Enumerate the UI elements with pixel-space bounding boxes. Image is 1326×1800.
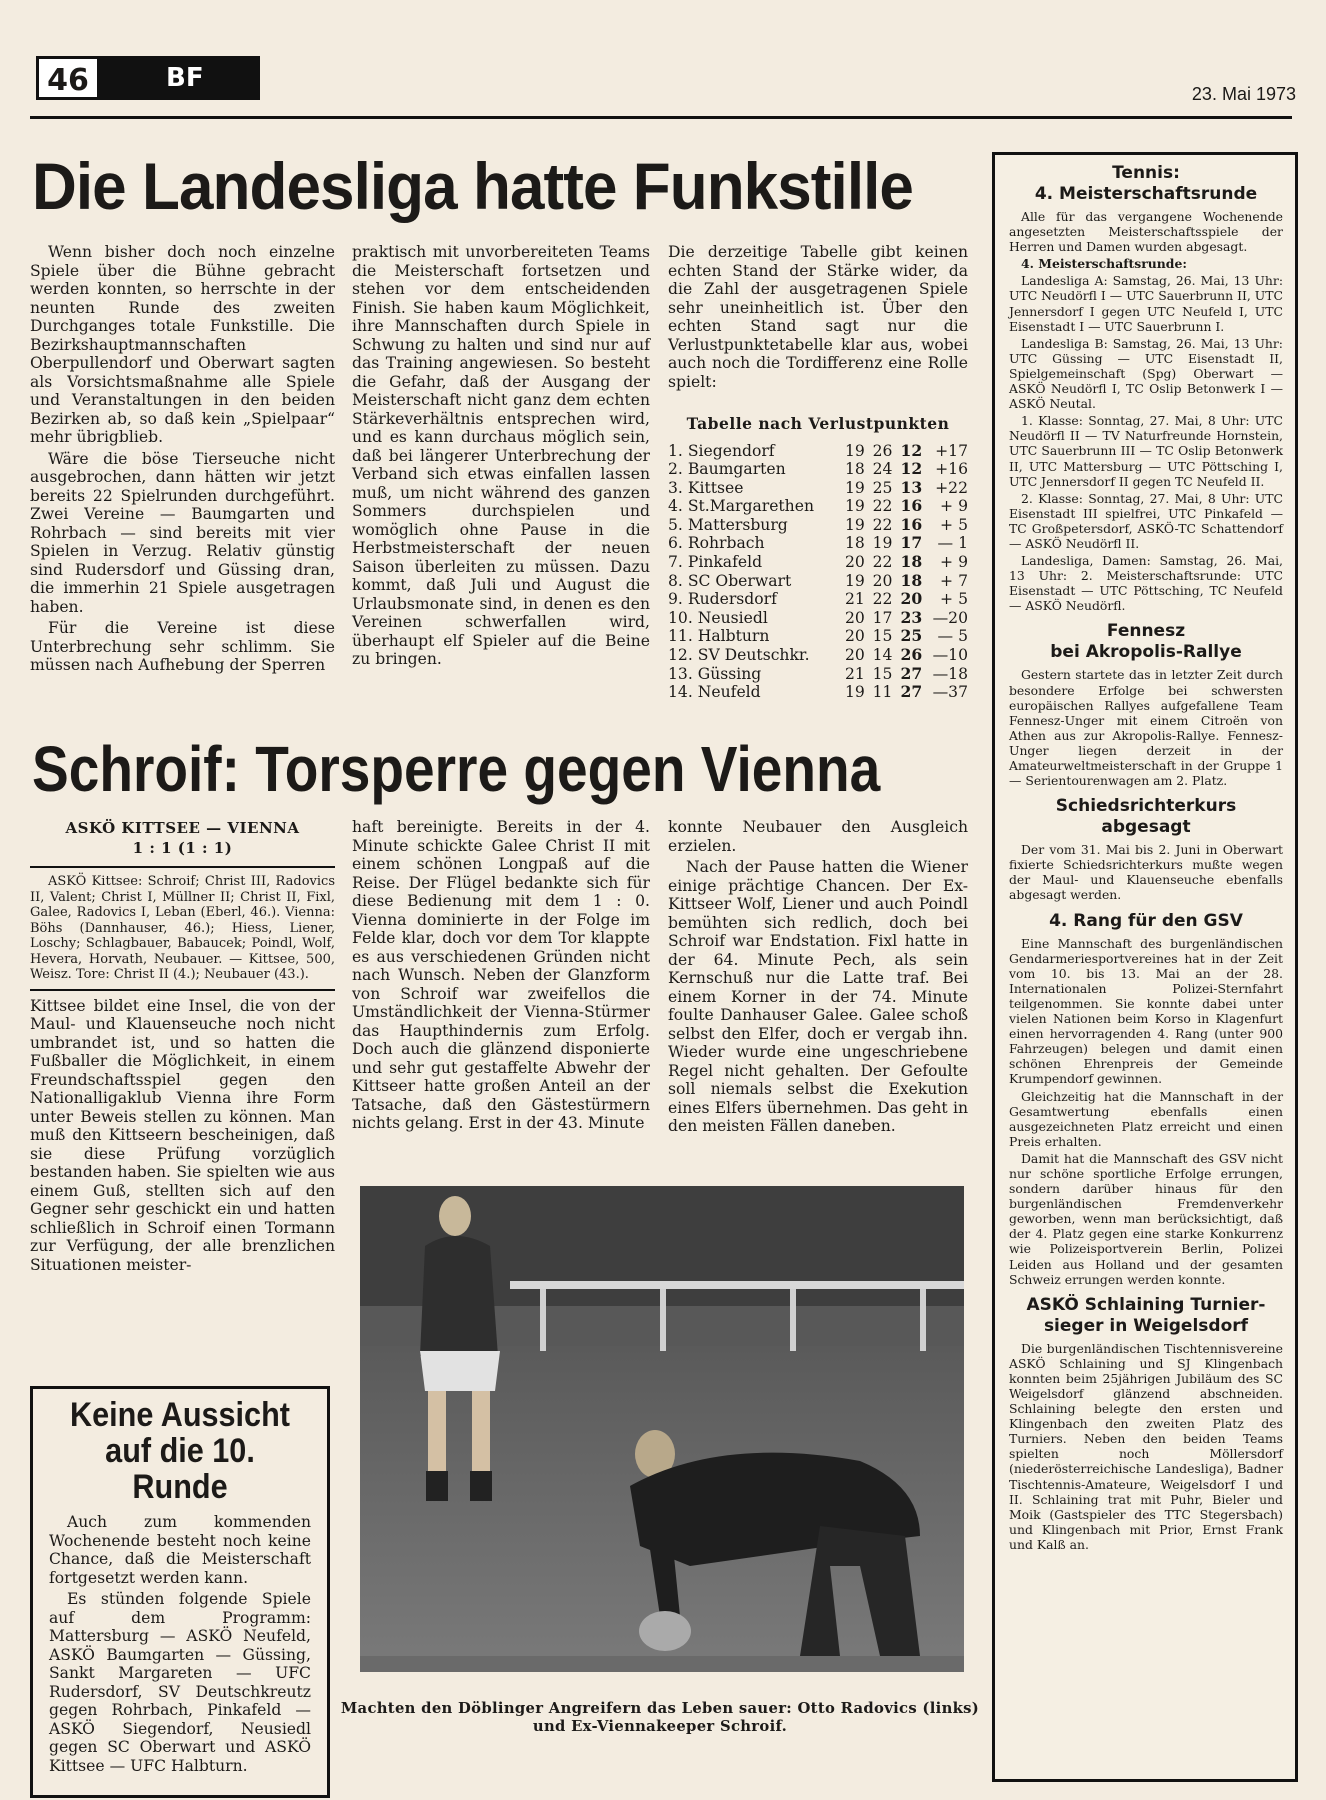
team-name: 12. SV Deutschkr.	[668, 646, 810, 665]
team-name: 13. Güssing	[668, 664, 762, 683]
table-cell: 22	[872, 590, 893, 609]
table-row	[668, 534, 968, 553]
table-cell: 20	[845, 553, 865, 572]
table-cell: + 9	[940, 553, 968, 572]
paragraph: Gestern startete das in letzter Zeit durch besondere Erfolge bei schwersten europäischen Rallyes aufgefallene Team Fennesz-Unger mit einem Citroën von Athen aus zur Akropolis-Rallye. Fennesz-Unger liegen derzeit in der Amateurweltmeisterschaft in der Gruppe 1 — Serientourenwagen am 2. Platz.	[1009, 667, 1283, 789]
table-title: Tabelle nach Verlustpunkten	[686, 414, 950, 433]
header-rule	[30, 116, 1292, 119]
standings-table	[668, 442, 968, 702]
table-cell: 19	[872, 534, 893, 553]
match-title: ASKÖ KITTSEE — VIENNA	[65, 819, 300, 837]
table-row	[668, 665, 968, 684]
table-cell: 26	[900, 645, 923, 665]
table-cell: 25	[872, 478, 893, 497]
table-cell: 17	[872, 608, 893, 627]
sidebar-text	[1009, 667, 1283, 788]
table-cell: 25	[900, 626, 923, 646]
paragraph: Wenn bisher doch noch einzelne Spiele über die Bühne gebracht werden konnten, so herrschte in der neunten Runde des zweiten Durchganges totale Funkstille. Die Bezirkshauptmannschaften Oberpullendorf und Oberwart sagten als Vorsichtsmaßnahme alle Spiele und Veranstaltungen in den beiden Bezirken ab, so daß kein „Spielpaar“ mehr übrigblieb.	[30, 243, 335, 446]
table-cell: —18	[932, 664, 968, 683]
paragraph: 2. Klasse: Sonntag, 27. Mai, 8 Uhr: UTC Eisenstadt III spielfrei, UTC Pinkafeld — TC Großpetersdorf, ASKÖ-TC Schattendorf — ASKÖ Neudörfl II.	[1009, 490, 1283, 551]
table-row	[668, 442, 968, 461]
table-cell: 16	[900, 496, 923, 516]
table-cell: 12	[900, 440, 923, 460]
section-label: BF	[100, 56, 260, 100]
table-cell: 26	[872, 441, 893, 460]
table-cell: + 5	[940, 590, 968, 609]
table-cell: 19	[845, 683, 865, 702]
info-box	[30, 1386, 330, 1798]
table-cell: 14	[872, 646, 893, 665]
table-cell: 17	[900, 533, 923, 553]
table-cell: 22	[872, 553, 893, 572]
table-cell: 11	[872, 683, 893, 702]
table-cell: 20	[900, 589, 923, 609]
photo-caption: Machten den Döblinger Angreifern das Leben sauer: Otto Radovics (links) und Ex-Viennakeeper Schroif.	[340, 1700, 980, 1735]
table-cell: 15	[872, 664, 893, 683]
team-name: 4. St.Margarethen	[668, 497, 815, 516]
paragraph: Gleichzeitig hat die Mannschaft in der Gesamtwertung ebenfalls einen ausgezeichneten Platz erreicht und einen Preis erhalten.	[1009, 1088, 1283, 1149]
table-cell: +17	[935, 441, 968, 460]
article1-column-1	[30, 243, 335, 678]
heading-line: Tennis:	[1112, 163, 1180, 183]
box-headline: Keine Aussicht auf die 10. Runde	[70, 1396, 290, 1506]
sidebar-heading	[1009, 163, 1283, 205]
table-cell: 20	[845, 608, 865, 627]
team-name: 14. Neufeld	[668, 683, 761, 702]
table-cell: 19	[845, 515, 865, 534]
team-name: 6. Rohrbach	[668, 534, 765, 553]
table-row	[668, 609, 968, 628]
sidebar-heading	[1009, 621, 1283, 663]
paragraph: Eine Mannschaft des burgenländischen Gendarmeriesportvereines hat in der Zeit vom 10. bis 13. Mai an der 28. Internationalen Polizei-Sternfahrt teilgenommen. Sie konnte dabei unter vielen Nationen beim Korso in Klagenfurt einen hervorragenden 4. Rang (unter 900 Fahrzeugen) belegen und damit einen schönen Ehrenpreis der Gemeinde Krumpendorf gewinnen.	[1009, 935, 1283, 1087]
table-cell: 19	[845, 497, 865, 516]
paragraph: Die derzeitige Tabelle gibt keinen echten Stand der Stärke wider, da die Zahl der ausgetragenen Spiele sehr uneinheitlich ist. Über den echten Stand sagt nur die Verlustpunktetabelle klar aus, wobei auch noch die Tordifferenz eine Rolle spielt:	[668, 243, 968, 391]
team-name: 7. Pinkafeld	[668, 553, 763, 572]
table-cell: 27	[900, 663, 923, 683]
table-cell: 19	[845, 441, 865, 460]
paragraph: haft bereinigte. Bereits in der 4. Minute schickte Galee Christ II mit einem schönen Longpaß auf die Reise. Der Flügel bedankte sich für diese Bedienung mit dem 1 : 0. Vienna dominierte in der Folge im Felde klar, doch vor dem Tor klappte es aus verschiedenen Gründen nicht nach Wunsch. Neben der Glanzform von Schroif war zweifellos die Umständlichkeit der Vienna-Stürmer das Haupthindernis zum Erfolg. Doch auch die glänzend disponierte und sehr gut gestaffelte Abwehr der Kittseer hatte großen Anteil an der Tatsache, daß den Gästestürmern nichts gelang. Erst in der 43. Minute	[352, 818, 650, 1132]
table-cell: 18	[900, 570, 923, 590]
table-cell: 19	[845, 478, 865, 497]
heading-line: bei Akropolis-Rallye	[1050, 642, 1242, 663]
heading-line: sieger in Weigelsdorf	[1043, 1315, 1249, 1336]
table-cell: 18	[900, 552, 923, 572]
table-cell: 20	[845, 646, 865, 665]
sidebar-news	[992, 152, 1298, 1782]
table-row	[668, 683, 968, 702]
table-cell: —20	[932, 608, 968, 627]
issue-date: 23. Mai 1973	[1191, 84, 1296, 104]
table-cell: 24	[872, 460, 893, 479]
table-cell: 12	[900, 459, 923, 479]
sidebar-text	[1009, 209, 1283, 613]
headline-schroif: Schroif: Torsperre gegen Vienna	[32, 733, 881, 805]
team-name: 9. Rudersdorf	[668, 590, 777, 609]
photo-illustration	[360, 1186, 964, 1672]
team-name: 1. Siegendorf	[668, 441, 775, 460]
table-cell: 27	[900, 682, 923, 702]
sidebar-heading	[1009, 1295, 1283, 1337]
team-name: 3. Kittsee	[668, 478, 744, 497]
table-cell: +22	[935, 478, 968, 497]
paragraph: Landesliga, Damen: Samstag, 26. Mai, 13 Uhr: 2. Meisterschaftsrunde: UTC Eisenstadt — UTC Pöttsching, TC Neufeld — ASKÖ Neudörfl.	[1009, 553, 1283, 614]
paragraph: praktisch mit unvorbereiteten Teams die Meisterschaft fortsetzen und stehen vor dem entscheidenden Finish. Sie haben kaum Möglichkeit, ihre Mannschaften durch Spiele in Schwung zu halten und sind nur auf das Training angewiesen. So besteht die Gefahr, daß der Ausgang der Meisterschaft nicht ganz dem echten Stärkeverhältnis entsprechen wird, und es kann durchaus möglich sein, daß bei längerer Unterbrechung der Verband sich etwas einfallen lassen muß, um nicht während des ganzen Sommers durchspielen und womöglich ohne Pause in die Herbstmeisterschaft der neuen Saison überleiten zu müssen. Dazu kommt, daß Juli und August die Urlaubsmonate sind, in denen es den Vereinen schwerfallen wird, überhaupt elf Spieler auf die Beine zu bringen.	[352, 243, 650, 668]
page-number: 46	[36, 56, 100, 100]
paragraph: 1. Klasse: Sonntag, 27. Mai, 8 Uhr: UTC Neudörfl II — TV Naturfreunde Hornstein, UTC Sauerbrunn III — TC Oslip Betonwerk II, UTC Mattersburg — UTC Pöttsching I, UTC Jennersdorf II gegen TC Neufeld II.	[1009, 413, 1283, 489]
table-cell: 20	[872, 571, 893, 590]
table-cell: + 9	[940, 497, 968, 516]
table-row	[668, 460, 968, 479]
paragraph: Der vom 31. Mai bis 2. Juni in Oberwart fixierte Schiedsrichterkurs mußte wegen der Maul- und Klauenseuche ebenfalls abgesagt werden.	[1009, 842, 1283, 903]
table-cell: 15	[872, 627, 893, 646]
table-cell: — 1	[937, 534, 968, 553]
table-cell: + 5	[940, 515, 968, 534]
paragraph: Die burgenländischen Tischtennisvereine ASKÖ Schlaining und SJ Klingenbach konnten beim 25jährigen Jubiläum des SC Weigelsdorf glänzend abschneiden. Schlaining belegte den ersten und Klingenbach den zweiten Platz des Turniers. Neben den beiden Teams spielten noch Möllersdorf (niederösterreichische Landesliga), Badner Tischtennis-Amateure, Weigelsdorf I und II. Schlaining trat mit Puhr, Bieler und Moik (Gastspieler des TTC Stegersbach) und Klingenbach mit Prior, Ernst Frank und Kalß an.	[1009, 1340, 1283, 1552]
paragraph: Auch zum kommenden Wochenende besteht noch keine Chance, daß die Meisterschaft fortgesetzt werden kann.	[49, 1513, 311, 1587]
heading-line: ASKÖ Schlaining Turnier-	[1026, 1294, 1266, 1315]
match-score: 1 : 1 (1 : 1)	[132, 839, 233, 857]
article2-column-3	[668, 818, 968, 1139]
article1-column-2	[352, 243, 650, 672]
table-cell: 19	[845, 571, 865, 590]
table-cell: 23	[900, 607, 923, 627]
paragraph: Alle für das vergangene Wochenende angesetzten Meisterschaftsspiele der Herren und Damen wurden abgesagt.	[1009, 209, 1283, 255]
sidebar-heading: 4. Rang für den GSV	[1049, 910, 1243, 931]
headline-landesliga: Die Landesliga hatte Funkstille	[32, 149, 913, 223]
table-row	[668, 572, 968, 591]
table-row	[668, 479, 968, 498]
table-cell: 18	[845, 534, 865, 553]
heading-line: Schiedsrichterkurs	[1055, 796, 1237, 817]
table-cell: 13	[900, 477, 923, 497]
table-cell: —37	[932, 683, 968, 702]
paragraph: Für die Vereine ist diese Unterbrechung sehr schlimm. Sie müssen nach Aufhebung der Sperren	[30, 619, 335, 674]
paragraph: konnte Neubauer den Ausgleich erzielen.	[668, 818, 968, 855]
paragraph: Kittsee bildet eine Insel, die von der Maul- und Klauenseuche noch nicht umbrandet ist, und so hatten die Fußballer die Möglichkeit, in einem Freundschaftsspiel gegen den Nationalligaklub Vienna ihre Form unter Beweis stellen zu können. Man muß den Kittseern bescheinigen, daß sie diese Prüfung vorzüglich bestanden haben. Sie spielten wie aus einem Guß, stellten sich auf den Gegner sehr geschickt ein und hatten schließlich in Schroif einen Tormann zur Verfügung, der alle brenzlichen Situationen meister-	[30, 996, 335, 1274]
table-cell: 22	[872, 515, 893, 534]
table-cell: 18	[845, 460, 865, 479]
table-cell: 21	[845, 590, 865, 609]
paragraph: Damit hat die Mannschaft des GSV nicht nur schöne sportliche Erfolge errungen, sondern darüber hinaus für den burgenländischen Fremdenverkehr geworben, wenn man berücksichtigt, daß der 4. Platz gegen eine starke Konkurrenz wie Polizeisportverein Berlin, Polizei Leiden aus Holland und der gesamten Schweiz errungen werden konnte.	[1009, 1150, 1283, 1287]
heading-line: abgesagt	[1101, 817, 1191, 838]
table-cell: 22	[872, 497, 893, 516]
table-row	[668, 497, 968, 516]
paragraph: Landesliga A: Samstag, 26. Mai, 13 Uhr: UTC Neudörfl I — UTC Sauerbrunn II, UTC Jennersdorf I gegen UTC Neufeld I, UTC Eisenstadt I — UTC Sauerbrunn I.	[1009, 273, 1283, 334]
table-cell: 21	[845, 664, 865, 683]
lineup-text: ASKÖ Kittsee: Schroif; Christ III, Radovics II, Valent; Christ I, Müllner II; Christ II, Fixl, Galee, Radovics I, Leban (Eberl, 46.). Vienna: Böhs (Dannhauser, 46.); Hiess, Liener, Loschy; Schlagbauer, Babaucek; Poindl, Wolf, Hevera, Horvath, Neubauer. — Kittsee, 500, Weisz. Tore: Christ II (4.); Neubauer (43.).	[30, 874, 335, 982]
table-cell: 16	[900, 514, 923, 534]
sidebar-heading	[1009, 796, 1283, 838]
table-row	[668, 553, 968, 572]
article1-column-3	[668, 243, 968, 702]
table-cell: —10	[932, 646, 968, 665]
paragraph: Nach der Pause hatten die Wiener einige prächtige Chancen. Der Ex-Kittseer Wolf, Liener und auch Poindl bemühten sich redlich, doch bei Schroif war Endstation. Fixl hatte in der 64. Minute Pech, als sein Kernschuß nur die Latte traf. Bei einem Korner in der 74. Minute foulte Danhauser Galee. Galee schoß selbst den Elfer, doch er vergab ihn. Wieder wurde eine ungeschriebene Regel nicht gehalten. Der Gefoulte soll niemals selbst die Exekution eines Elfers übernehmen. Das geht in den meisten Fällen daneben.	[668, 858, 968, 1135]
sidebar-text	[1009, 1341, 1283, 1552]
table-row	[668, 646, 968, 665]
table-cell: 20	[845, 627, 865, 646]
table-row	[668, 590, 968, 609]
lineup	[30, 866, 335, 991]
team-name: 2. Baumgarten	[668, 460, 786, 479]
table-cell: — 5	[937, 627, 968, 646]
table-row	[668, 627, 968, 646]
paragraph: Wäre die böse Tierseuche nicht ausgebrochen, dann hätten wir jetzt bereits 22 Spielrunden durchgeführt. Zwei Vereine — Baumgarten und Rohrbach — sind bereits mit vier Spielen in Verzug. Relativ günstig sind Rudersdorf und Güssing dran, die immerhin 21 Spiele ausgetragen haben.	[30, 449, 335, 616]
team-name: 5. Mattersburg	[668, 515, 788, 534]
heading-line: 4. Meisterschaftsrunde	[1034, 184, 1258, 204]
heading-line: Fennesz	[1106, 621, 1186, 642]
team-name: 11. Halbturn	[668, 627, 770, 646]
match-photo	[360, 1186, 964, 1672]
paragraph: 4. Meisterschaftsrunde:	[1021, 256, 1187, 272]
sidebar-text	[1009, 936, 1283, 1287]
table-cell: +16	[935, 460, 968, 479]
paragraph: Landesliga B: Samstag, 26. Mai, 13 Uhr: UTC Güssing — UTC Eisenstadt II, Spielgemeinschaft (Spg) Oberwart — ASKÖ Neudörfl I, TC Oslip Betonwerk I — ASKÖ Neutal.	[1009, 335, 1283, 412]
team-name: 8. SC Oberwart	[668, 571, 792, 590]
article2-column-2	[352, 818, 650, 1136]
paragraph: Es stünden folgende Spiele auf dem Programm: Mattersburg — ASKÖ Neufeld, ASKÖ Baumgarten — Güssing, Sankt Margareten — UFC Rudersdorf, SV Deutschkreutz gegen Rohrbach, Pinkafeld — ASKÖ Siegendorf, Neusiedl gegen SC Oberwart und ASKÖ Kittsee — UFC Halbturn.	[49, 1590, 311, 1775]
article2-column-1	[30, 818, 335, 1277]
team-name: 10. Neusiedl	[668, 608, 768, 627]
table-row	[668, 516, 968, 535]
sidebar-text	[1009, 842, 1283, 902]
table-cell: + 7	[940, 571, 968, 590]
